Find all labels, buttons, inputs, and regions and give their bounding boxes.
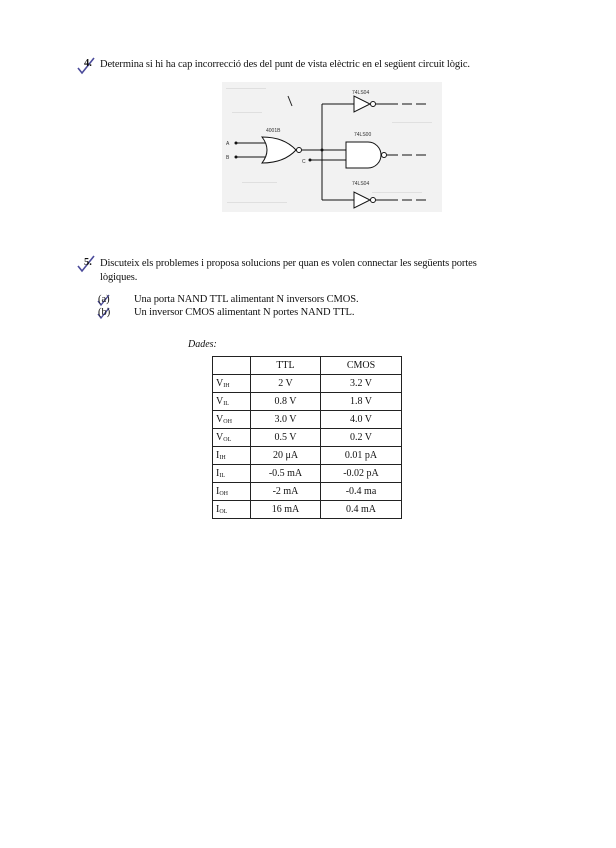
- table-row: [213, 393, 402, 411]
- ttl-value: 3.0 V: [251, 411, 321, 429]
- cmos-value: 3.2 V: [321, 375, 402, 393]
- input-b-label: B: [226, 155, 230, 161]
- cmos-value: -0.02 pA: [321, 465, 402, 483]
- header-cell-ttl: TTL: [251, 357, 321, 375]
- param-cell: $I_{OH}$: [213, 483, 251, 501]
- param-cell: $I_{IL}$: [213, 465, 251, 483]
- logic-circuit-diagram: [222, 82, 442, 212]
- cmos-value: 0.2 V: [321, 429, 402, 447]
- table-header-row: [213, 357, 402, 375]
- param-cell: $V_{OL}$: [213, 429, 251, 447]
- param-cell: $V_{IL}$: [213, 393, 251, 411]
- ttl-value: 20 μA: [251, 447, 321, 465]
- question-4-number: 4.: [84, 58, 92, 69]
- param-cell: $I_{OL}$: [213, 501, 251, 519]
- table-row: [213, 465, 402, 483]
- param-cell: $V_{OH}$: [213, 411, 251, 429]
- table-row: [213, 483, 402, 501]
- nor-chip-label: 4001B: [266, 128, 281, 134]
- input-a-label: A: [226, 141, 230, 147]
- table-row: [213, 411, 402, 429]
- ttl-value: -2 mA: [251, 483, 321, 501]
- cmos-value: 0.01 pA: [321, 447, 402, 465]
- bottom-inverter-chip-label: 74LS04: [352, 181, 370, 187]
- cmos-value: -0.4 ma: [321, 483, 402, 501]
- ttl-value: -0.5 mA: [251, 465, 321, 483]
- cmos-value: 0.4 mA: [321, 501, 402, 519]
- specs-table: [212, 356, 402, 519]
- ttl-value: 2 V: [251, 375, 321, 393]
- cmos-value: 1.8 V: [321, 393, 402, 411]
- item-b-label: (b): [98, 307, 111, 318]
- item-a-text: Una porta NAND TTL alimentant N inversors CMOS.: [134, 294, 359, 305]
- nand-chip-label: 74LS00: [354, 132, 372, 138]
- header-cell-empty: [213, 357, 251, 375]
- cmos-value: 4.0 V: [321, 411, 402, 429]
- question-5-text-line1: Discuteix els problemes i proposa solucions per quan es volen connectar les següents portes: [100, 258, 477, 269]
- table-row: [213, 375, 402, 393]
- header-cell-cmos: CMOS: [321, 357, 402, 375]
- table-row: [213, 447, 402, 465]
- table-caption: Dades:: [188, 339, 217, 350]
- question-4-text: Determina si hi ha cap incorrecció des del punt de vista elèctric en el següent circuit lògic.: [100, 59, 470, 70]
- ttl-value: 0.5 V: [251, 429, 321, 447]
- node-c-label: C: [302, 159, 306, 165]
- item-b-text: Un inversor CMOS alimentant N portes NAND TTL.: [134, 307, 355, 318]
- ttl-value: 16 mA: [251, 501, 321, 519]
- question-5-number: 5.: [84, 257, 92, 268]
- param-cell: $I_{IH}$: [213, 447, 251, 465]
- top-inverter-chip-label: 74LS04: [352, 90, 370, 96]
- table-row: [213, 429, 402, 447]
- item-a-label: (a): [98, 294, 110, 305]
- ttl-value: 0.8 V: [251, 393, 321, 411]
- table-row: [213, 501, 402, 519]
- question-5-text-line2: lògiques.: [100, 272, 138, 283]
- param-cell: $V_{IH}$: [213, 375, 251, 393]
